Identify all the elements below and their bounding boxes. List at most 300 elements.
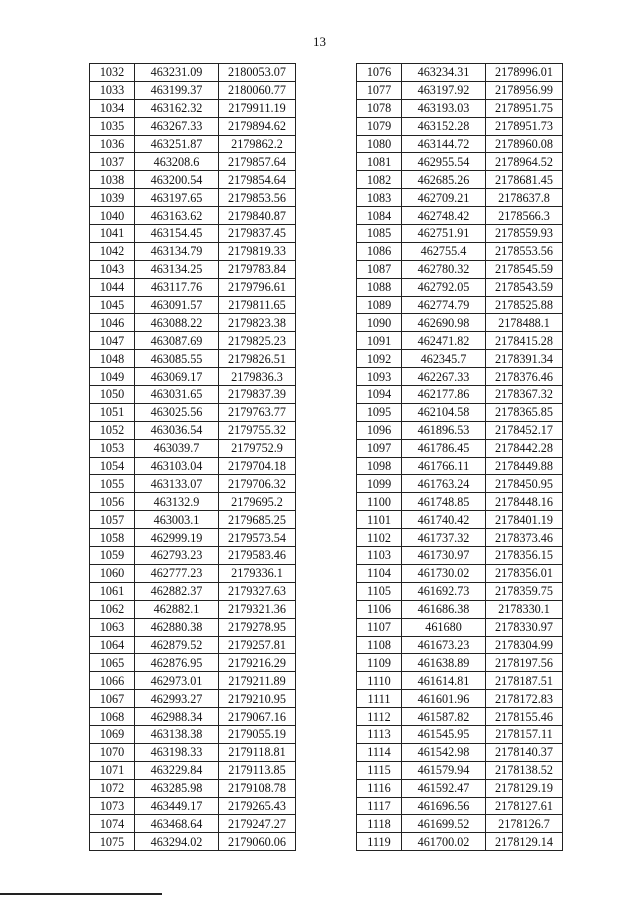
point-number-cell: 1059 [90, 547, 135, 565]
y-coordinate-cell: 2178126.7 [486, 815, 563, 833]
point-number-cell: 1107 [357, 618, 402, 636]
y-coordinate-cell: 2179823.38 [219, 314, 296, 332]
table-row [357, 421, 563, 439]
y-coordinate-cell: 2179210.95 [219, 690, 296, 708]
y-coordinate-cell: 2179840.87 [219, 207, 296, 225]
y-coordinate-cell: 2178127.61 [486, 797, 563, 815]
table-row [357, 171, 563, 189]
point-number-cell: 1087 [357, 260, 402, 278]
y-coordinate-cell: 2179321.36 [219, 600, 296, 618]
y-coordinate-cell: 2178330.97 [486, 618, 563, 636]
x-coordinate-cell: 462267.33 [402, 368, 486, 386]
y-coordinate-cell: 2179911.19 [219, 99, 296, 117]
coordinates-table-left [89, 63, 296, 851]
x-coordinate-cell: 462880.38 [135, 618, 219, 636]
point-number-cell: 1074 [90, 815, 135, 833]
table-row [90, 564, 296, 582]
point-number-cell: 1091 [357, 332, 402, 350]
x-coordinate-cell: 462955.54 [402, 153, 486, 171]
point-number-cell: 1045 [90, 296, 135, 314]
table-row [90, 135, 296, 153]
x-coordinate-cell: 463229.84 [135, 761, 219, 779]
x-coordinate-cell: 463103.04 [135, 457, 219, 475]
x-coordinate-cell: 463193.03 [402, 99, 486, 117]
x-coordinate-cell: 462104.58 [402, 403, 486, 421]
table-row [357, 636, 563, 654]
point-number-cell: 1111 [357, 690, 402, 708]
table-row [357, 833, 563, 851]
table-row [357, 314, 563, 332]
table-row [357, 386, 563, 404]
y-coordinate-cell: 2178525.88 [486, 296, 563, 314]
x-coordinate-cell: 463198.33 [135, 743, 219, 761]
y-coordinate-cell: 2178566.3 [486, 207, 563, 225]
x-coordinate-cell: 461763.24 [402, 475, 486, 493]
x-coordinate-cell: 463199.37 [135, 81, 219, 99]
x-coordinate-cell: 462793.23 [135, 547, 219, 565]
table-row [357, 64, 563, 82]
x-coordinate-cell: 462882.37 [135, 582, 219, 600]
table-row [90, 386, 296, 404]
table-row [90, 708, 296, 726]
x-coordinate-cell: 462685.26 [402, 171, 486, 189]
y-coordinate-cell: 2179704.18 [219, 457, 296, 475]
y-coordinate-cell: 2179278.95 [219, 618, 296, 636]
point-number-cell: 1042 [90, 242, 135, 260]
page-number: 13 [313, 34, 326, 49]
y-coordinate-cell: 2178442.28 [486, 439, 563, 457]
point-number-cell: 1048 [90, 350, 135, 368]
x-coordinate-cell: 461587.82 [402, 708, 486, 726]
point-number-cell: 1098 [357, 457, 402, 475]
x-coordinate-cell: 463025.56 [135, 403, 219, 421]
point-number-cell: 1043 [90, 260, 135, 278]
point-number-cell: 1090 [357, 314, 402, 332]
y-coordinate-cell: 2179113.85 [219, 761, 296, 779]
point-number-cell: 1114 [357, 743, 402, 761]
x-coordinate-cell: 463163.62 [135, 207, 219, 225]
point-number-cell: 1095 [357, 403, 402, 421]
x-coordinate-cell: 461638.89 [402, 654, 486, 672]
point-number-cell: 1086 [357, 242, 402, 260]
point-number-cell: 1032 [90, 64, 135, 82]
y-coordinate-cell: 2179327.63 [219, 582, 296, 600]
table-row [90, 368, 296, 386]
y-coordinate-cell: 2178488.1 [486, 314, 563, 332]
table-row [90, 242, 296, 260]
point-number-cell: 1046 [90, 314, 135, 332]
point-number-cell: 1118 [357, 815, 402, 833]
point-number-cell: 1083 [357, 189, 402, 207]
point-number-cell: 1062 [90, 600, 135, 618]
point-number-cell: 1112 [357, 708, 402, 726]
table-row [90, 636, 296, 654]
point-number-cell: 1055 [90, 475, 135, 493]
table-row [90, 618, 296, 636]
y-coordinate-cell: 2179755.32 [219, 421, 296, 439]
x-coordinate-cell: 463267.33 [135, 117, 219, 135]
x-coordinate-cell: 463197.92 [402, 81, 486, 99]
table-row [357, 189, 563, 207]
x-coordinate-cell: 463152.28 [402, 117, 486, 135]
coordinates-table-right [356, 63, 563, 851]
table-row [357, 368, 563, 386]
x-coordinate-cell: 463200.54 [135, 171, 219, 189]
x-coordinate-cell: 461766.11 [402, 457, 486, 475]
y-coordinate-cell: 2178452.17 [486, 421, 563, 439]
table-row [90, 582, 296, 600]
table-row [357, 332, 563, 350]
y-coordinate-cell: 2179216.29 [219, 654, 296, 672]
y-coordinate-cell: 2179836.3 [219, 368, 296, 386]
table-row [357, 654, 563, 672]
point-number-cell: 1044 [90, 278, 135, 296]
point-number-cell: 1065 [90, 654, 135, 672]
x-coordinate-cell: 461680 [402, 618, 486, 636]
y-coordinate-cell: 2178376.46 [486, 368, 563, 386]
y-coordinate-cell: 2179583.46 [219, 547, 296, 565]
x-coordinate-cell: 463449.17 [135, 797, 219, 815]
x-coordinate-cell: 463133.07 [135, 475, 219, 493]
point-number-cell: 1039 [90, 189, 135, 207]
table-row [357, 493, 563, 511]
y-coordinate-cell: 2178960.08 [486, 135, 563, 153]
table-row [90, 547, 296, 565]
point-number-cell: 1049 [90, 368, 135, 386]
y-coordinate-cell: 2179067.16 [219, 708, 296, 726]
y-coordinate-cell: 2178356.15 [486, 547, 563, 565]
table-row [357, 278, 563, 296]
point-number-cell: 1104 [357, 564, 402, 582]
x-coordinate-cell: 463088.22 [135, 314, 219, 332]
table-row [90, 511, 296, 529]
y-coordinate-cell: 2178559.93 [486, 225, 563, 243]
y-coordinate-cell: 2179862.2 [219, 135, 296, 153]
table-row [357, 815, 563, 833]
y-coordinate-cell: 2178304.99 [486, 636, 563, 654]
point-number-cell: 1100 [357, 493, 402, 511]
y-coordinate-cell: 2179257.81 [219, 636, 296, 654]
x-coordinate-cell: 461601.96 [402, 690, 486, 708]
point-number-cell: 1063 [90, 618, 135, 636]
table-row [90, 421, 296, 439]
x-coordinate-cell: 462792.05 [402, 278, 486, 296]
table-row [357, 708, 563, 726]
point-number-cell: 1061 [90, 582, 135, 600]
y-coordinate-cell: 2178367.32 [486, 386, 563, 404]
table-row [357, 457, 563, 475]
table-row [90, 314, 296, 332]
x-coordinate-cell: 463162.32 [135, 99, 219, 117]
y-coordinate-cell: 2178197.56 [486, 654, 563, 672]
x-coordinate-cell: 463085.55 [135, 350, 219, 368]
table-row [90, 260, 296, 278]
point-number-cell: 1094 [357, 386, 402, 404]
point-number-cell: 1066 [90, 672, 135, 690]
y-coordinate-cell: 2178681.45 [486, 171, 563, 189]
table-row [90, 99, 296, 117]
x-coordinate-cell: 461592.47 [402, 779, 486, 797]
x-coordinate-cell: 461579.94 [402, 761, 486, 779]
point-number-cell: 1102 [357, 529, 402, 547]
table-row [90, 332, 296, 350]
y-coordinate-cell: 2179811.65 [219, 296, 296, 314]
table-row [357, 135, 563, 153]
point-number-cell: 1068 [90, 708, 135, 726]
y-coordinate-cell: 2178964.52 [486, 153, 563, 171]
table-row [90, 207, 296, 225]
x-coordinate-cell: 463138.38 [135, 725, 219, 743]
point-number-cell: 1054 [90, 457, 135, 475]
y-coordinate-cell: 2179211.89 [219, 672, 296, 690]
table-row [90, 296, 296, 314]
table-row [357, 511, 563, 529]
point-number-cell: 1051 [90, 403, 135, 421]
point-number-cell: 1088 [357, 278, 402, 296]
x-coordinate-cell: 462345.7 [402, 350, 486, 368]
y-coordinate-cell: 2179060.06 [219, 833, 296, 851]
y-coordinate-cell: 2179854.64 [219, 171, 296, 189]
x-coordinate-cell: 462777.23 [135, 564, 219, 582]
point-number-cell: 1052 [90, 421, 135, 439]
x-coordinate-cell: 462999.19 [135, 529, 219, 547]
y-coordinate-cell: 2179706.32 [219, 475, 296, 493]
x-coordinate-cell: 461696.56 [402, 797, 486, 815]
point-number-cell: 1076 [357, 64, 402, 82]
x-coordinate-cell: 463251.87 [135, 135, 219, 153]
x-coordinate-cell: 461730.02 [402, 564, 486, 582]
table-row [357, 761, 563, 779]
x-coordinate-cell: 463091.57 [135, 296, 219, 314]
x-coordinate-cell: 462988.34 [135, 708, 219, 726]
x-coordinate-cell: 462973.01 [135, 672, 219, 690]
table-row [90, 189, 296, 207]
table-row [357, 296, 563, 314]
point-number-cell: 1099 [357, 475, 402, 493]
y-coordinate-cell: 2178157.11 [486, 725, 563, 743]
x-coordinate-cell: 462690.98 [402, 314, 486, 332]
point-number-cell: 1067 [90, 690, 135, 708]
y-coordinate-cell: 2179783.84 [219, 260, 296, 278]
y-coordinate-cell: 2179837.45 [219, 225, 296, 243]
point-number-cell: 1081 [357, 153, 402, 171]
y-coordinate-cell: 2178140.37 [486, 743, 563, 761]
x-coordinate-cell: 461542.98 [402, 743, 486, 761]
y-coordinate-cell: 2178129.19 [486, 779, 563, 797]
point-number-cell: 1060 [90, 564, 135, 582]
y-coordinate-cell: 2178187.51 [486, 672, 563, 690]
point-number-cell: 1113 [357, 725, 402, 743]
point-number-cell: 1096 [357, 421, 402, 439]
y-coordinate-cell: 2179796.61 [219, 278, 296, 296]
x-coordinate-cell: 463069.17 [135, 368, 219, 386]
x-coordinate-cell: 462993.27 [135, 690, 219, 708]
y-coordinate-cell: 2178330.1 [486, 600, 563, 618]
x-coordinate-cell: 463231.09 [135, 64, 219, 82]
point-number-cell: 1092 [357, 350, 402, 368]
point-number-cell: 1084 [357, 207, 402, 225]
point-number-cell: 1085 [357, 225, 402, 243]
point-number-cell: 1056 [90, 493, 135, 511]
table-row [90, 761, 296, 779]
x-coordinate-cell: 463132.9 [135, 493, 219, 511]
point-number-cell: 1115 [357, 761, 402, 779]
point-number-cell: 1057 [90, 511, 135, 529]
x-coordinate-cell: 463134.79 [135, 242, 219, 260]
y-coordinate-cell: 2179247.27 [219, 815, 296, 833]
table-row [90, 475, 296, 493]
x-coordinate-cell: 462748.42 [402, 207, 486, 225]
point-number-cell: 1075 [90, 833, 135, 851]
table-row [357, 403, 563, 421]
x-coordinate-cell: 462780.32 [402, 260, 486, 278]
table-row [357, 618, 563, 636]
x-coordinate-cell: 461740.42 [402, 511, 486, 529]
point-number-cell: 1082 [357, 171, 402, 189]
x-coordinate-cell: 461614.81 [402, 672, 486, 690]
y-coordinate-cell: 2178637.8 [486, 189, 563, 207]
y-coordinate-cell: 2178391.34 [486, 350, 563, 368]
x-coordinate-cell: 463031.65 [135, 386, 219, 404]
table-row [357, 475, 563, 493]
x-coordinate-cell: 463197.65 [135, 189, 219, 207]
x-coordinate-cell: 461730.97 [402, 547, 486, 565]
y-coordinate-cell: 2179853.56 [219, 189, 296, 207]
table-row [357, 797, 563, 815]
y-coordinate-cell: 2178450.95 [486, 475, 563, 493]
table-row [357, 582, 563, 600]
table-row [90, 672, 296, 690]
y-coordinate-cell: 2179763.77 [219, 403, 296, 421]
point-number-cell: 1047 [90, 332, 135, 350]
table-row [357, 672, 563, 690]
table-row [90, 278, 296, 296]
point-number-cell: 1050 [90, 386, 135, 404]
y-coordinate-cell: 2178543.59 [486, 278, 563, 296]
x-coordinate-cell: 461699.52 [402, 815, 486, 833]
point-number-cell: 1041 [90, 225, 135, 243]
y-coordinate-cell: 2178373.46 [486, 529, 563, 547]
y-coordinate-cell: 2179894.62 [219, 117, 296, 135]
x-coordinate-cell: 463036.54 [135, 421, 219, 439]
table-row [90, 815, 296, 833]
y-coordinate-cell: 2179837.39 [219, 386, 296, 404]
y-coordinate-cell: 2178129.14 [486, 833, 563, 851]
y-coordinate-cell: 2178956.99 [486, 81, 563, 99]
x-coordinate-cell: 461692.73 [402, 582, 486, 600]
x-coordinate-cell: 462471.82 [402, 332, 486, 350]
x-coordinate-cell: 463294.02 [135, 833, 219, 851]
y-coordinate-cell: 2178449.88 [486, 457, 563, 475]
table-row [357, 207, 563, 225]
table-row [90, 81, 296, 99]
y-coordinate-cell: 2178996.01 [486, 64, 563, 82]
table-row [90, 153, 296, 171]
point-number-cell: 1117 [357, 797, 402, 815]
y-coordinate-cell: 2178359.75 [486, 582, 563, 600]
y-coordinate-cell: 2179752.9 [219, 439, 296, 457]
y-coordinate-cell: 2179857.64 [219, 153, 296, 171]
y-coordinate-cell: 2178448.16 [486, 493, 563, 511]
table-row [90, 654, 296, 672]
x-coordinate-cell: 461686.38 [402, 600, 486, 618]
x-coordinate-cell: 463154.45 [135, 225, 219, 243]
table-row [357, 81, 563, 99]
table-row [357, 99, 563, 117]
point-number-cell: 1035 [90, 117, 135, 135]
y-coordinate-cell: 2179695.2 [219, 493, 296, 511]
x-coordinate-cell: 462709.21 [402, 189, 486, 207]
y-coordinate-cell: 2179819.33 [219, 242, 296, 260]
y-coordinate-cell: 2179573.54 [219, 529, 296, 547]
y-coordinate-cell: 2178415.28 [486, 332, 563, 350]
point-number-cell: 1071 [90, 761, 135, 779]
point-number-cell: 1072 [90, 779, 135, 797]
x-coordinate-cell: 463003.1 [135, 511, 219, 529]
table-row [357, 439, 563, 457]
table-row [90, 725, 296, 743]
point-number-cell: 1033 [90, 81, 135, 99]
table-row [90, 457, 296, 475]
point-number-cell: 1105 [357, 582, 402, 600]
table-row [357, 725, 563, 743]
y-coordinate-cell: 2178365.85 [486, 403, 563, 421]
table-row [90, 690, 296, 708]
x-coordinate-cell: 462755.4 [402, 242, 486, 260]
point-number-cell: 1058 [90, 529, 135, 547]
y-coordinate-cell: 2178155.46 [486, 708, 563, 726]
x-coordinate-cell: 461896.53 [402, 421, 486, 439]
x-coordinate-cell: 461545.95 [402, 725, 486, 743]
y-coordinate-cell: 2179118.81 [219, 743, 296, 761]
x-coordinate-cell: 463285.98 [135, 779, 219, 797]
point-number-cell: 1108 [357, 636, 402, 654]
point-number-cell: 1097 [357, 439, 402, 457]
x-coordinate-cell: 462774.79 [402, 296, 486, 314]
point-number-cell: 1037 [90, 153, 135, 171]
y-coordinate-cell: 2179336.1 [219, 564, 296, 582]
point-number-cell: 1080 [357, 135, 402, 153]
y-coordinate-cell: 2178172.83 [486, 690, 563, 708]
point-number-cell: 1073 [90, 797, 135, 815]
table-row [357, 779, 563, 797]
table-row [357, 529, 563, 547]
y-coordinate-cell: 2180060.77 [219, 81, 296, 99]
y-coordinate-cell: 2179265.43 [219, 797, 296, 815]
y-coordinate-cell: 2178553.56 [486, 242, 563, 260]
table-row [90, 779, 296, 797]
table-row [90, 350, 296, 368]
x-coordinate-cell: 463208.6 [135, 153, 219, 171]
x-coordinate-cell: 463234.31 [402, 64, 486, 82]
x-coordinate-cell: 463134.25 [135, 260, 219, 278]
point-number-cell: 1109 [357, 654, 402, 672]
y-coordinate-cell: 2180053.07 [219, 64, 296, 82]
table-row [357, 153, 563, 171]
y-coordinate-cell: 2179825.23 [219, 332, 296, 350]
point-number-cell: 1053 [90, 439, 135, 457]
y-coordinate-cell: 2179685.25 [219, 511, 296, 529]
table-row [90, 64, 296, 82]
x-coordinate-cell: 463468.64 [135, 815, 219, 833]
footnote-divider [0, 893, 162, 895]
y-coordinate-cell: 2179055.19 [219, 725, 296, 743]
y-coordinate-cell: 2178401.19 [486, 511, 563, 529]
point-number-cell: 1103 [357, 547, 402, 565]
y-coordinate-cell: 2179108.78 [219, 779, 296, 797]
table-row [357, 260, 563, 278]
x-coordinate-cell: 462882.1 [135, 600, 219, 618]
